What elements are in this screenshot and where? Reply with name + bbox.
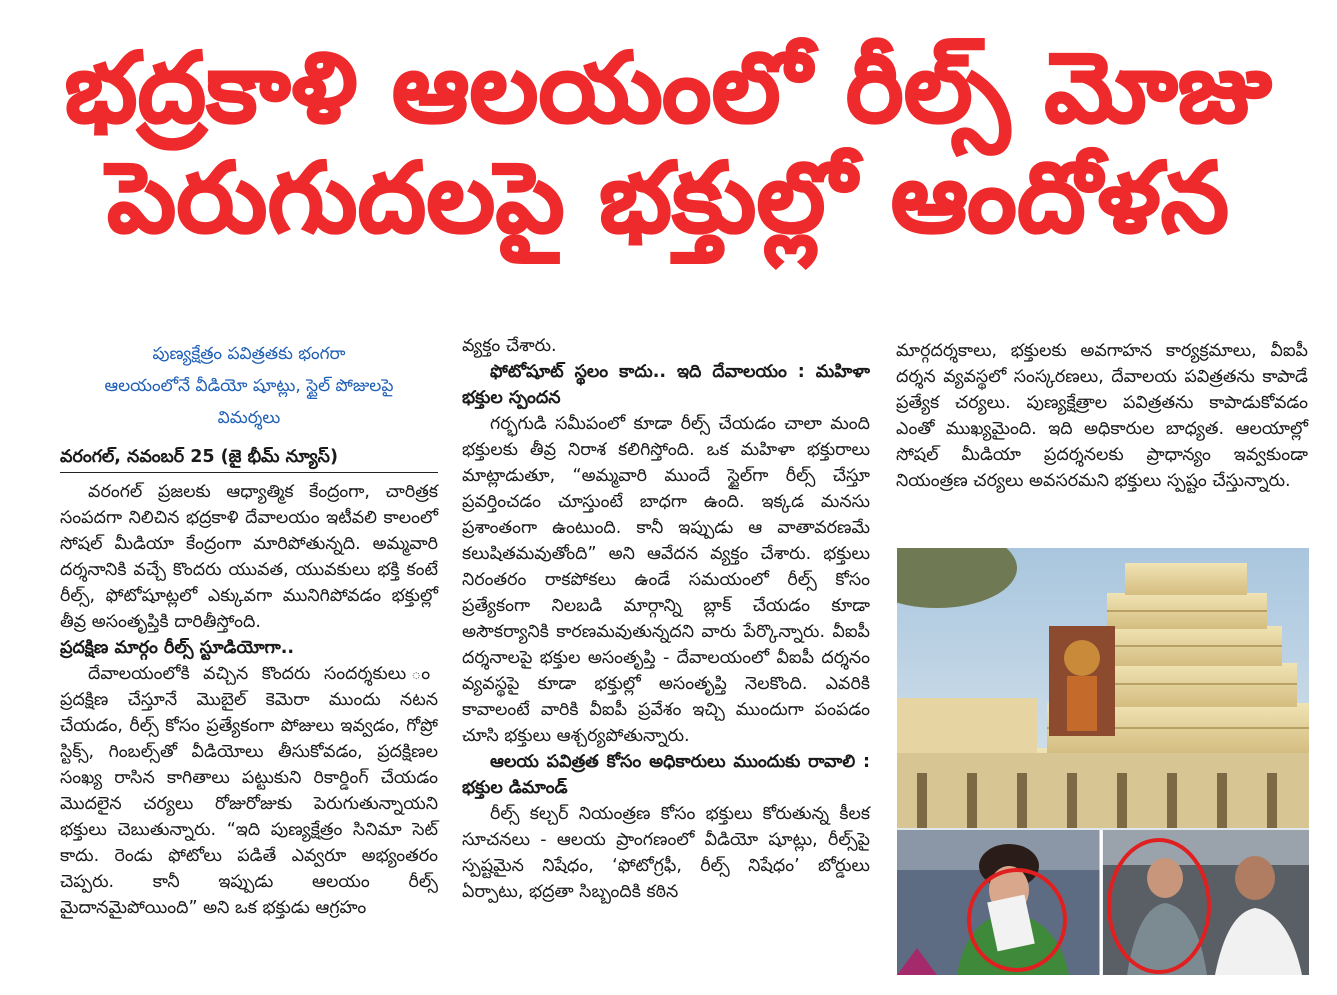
temple-photo-illustration [897,548,1309,975]
subheading-photoshoot: ఫోటోషూట్ స్థలం కాదు.. ఇది దేవాలయం : మహిళా భక్తుల స్పందన [462,362,870,408]
kicker [60,338,438,434]
paragraph-continued: వ్యక్తం చేశారు. [462,336,557,356]
headline-line-2: పెరుగుదలపై భక్తుల్లో ఆందోళన [107,142,1230,254]
kicker-line-1: పుణ్యక్షేత్రం పవిత్రతకు భంగరా [152,344,346,364]
kicker-line-2: ఆలయంలోనే వీడియో షూట్లు, స్టైల్ పోజులపై [104,376,394,396]
paragraph-intro: వరంగల్ ప్రజలకు ఆధ్యాత్మిక కేంద్రంగా, చారిత్రక సంపదగా నిలిచిన భద్రకాళి దేవాలయం ఇటీవలి కాలంలో సోషల్ మీడియా కేంద్రంగా మారిపోతున్నది. అమ్మవారి దర్శనానికి వచ్చే కొందరు యువత, యువకులు భక్తి కంటే రీల్స్, ఫోటోషూట్లలో ఎక్కువగా మునిగిపోవడం భక్తుల్లో తీవ్ర అసంతృప్తికి దారితీస్తోంది. [60,482,438,632]
temple-photo [897,548,1309,975]
column-1 [60,338,438,921]
paragraph-women-devotees: గర్భగుడి సమీపంలో కూడా రీల్స్ చేయడం చాలా మంది భక్తులకు తీవ్ర నిరాశ కలిగిస్తోంది. ఒక మహిళా భక్తురాలు మాట్లాడుతూ, “అమ్మవారి ముందే స్టైల్‌గా రీల్స్ చేస్తూ ప్రవర్తించడం చూస్తుంటే బాధగా ఉంది. ఇక్కడ మనసు ప్రశాంతంగా ఉంటుంది. కానీ ఇప్పుడు ఆ వాతావరణమే కలుషితమవుతోంది” అని ఆవేదన వ్యక్తం చేశారు. భక్తులు నిరంతరం రాకపోకలు ఉండే సమయంలో రీల్స్ కోసం ప్రత్యేకంగా నిలబడి మార్గాన్ని బ్లాక్ చేయడం కూడా అసౌకర్యానికి కారణమవుతున్నదని వారు పేర్కొన్నారు. వీఐపీ దర్శనాలపై భక్తుల అసంతృప్తి - దేవాలయంలో వీఐపీ దర్శనం వ్యవస్థపై కూడా భక్తుల్లో అసంతృప్తి నెలకొంది. ఎవరికి కావాలంటే వారికి వీఐపీ ప్రవేశం ఇచ్చి ముందుగా పంపడం చూసి భక్తులు ఆశ్చర్యపోతున్నారు. [462,414,870,746]
dateline: వరంగల్, నవంబర్ 25 (జై భీమ్ న్యూస్) [60,444,438,473]
column-3 [896,338,1308,494]
kicker-line-3: విమర్శలు [217,408,281,428]
subheading-pradakshina: ప్రదక్షిణ మార్గం రీల్స్ స్టూడియోగా.. [60,638,295,658]
column-2 [462,333,870,905]
headline-line-1: భద్రకాళి ఆలయంలో రీల్స్ మోజు [64,32,1273,144]
subheading-demand: ఆలయ పవిత్రత కోసం అధికారులు ముందుకు రావాలి : భక్తుల డిమాండ్ [462,752,870,798]
paragraph-pradakshina: దేవాలయంలోకి వచ్చిన కొందరు సందర్శకులు ం ప్రదక్షిణ చేస్తూనే మొబైల్ కెమెరా ముందు నటన చేయడం, రీల్స్ కోసం ప్రత్యేకంగా పోజులు ఇవ్వడం, గోప్రో స్టిక్స్, గింబల్స్‌తో వీడియోలు తీసుకోవడం, ప్రదక్షిణల సంఖ్య రాసిన కాగితాలు పట్టుకుని రికార్డింగ్ చేయడం మొదలైన చర్యలు రోజురోజుకు పెరుగుతున్నాయని భక్తులు చెబుతున్నారు. “ఇది పుణ్యక్షేత్రం సినిమా సెట్ కాదు. రెండు ఫోటోలు పడితే ఎవ్వరూ అభ్యంతరం చెప్పరు. కానీ ఇప్పుడు ఆలయం రీల్స్ మైదానమైపోయింది” అని ఒక భక్తుడు ఆగ్రహం [60,664,438,918]
paragraph-suggestions: రీల్స్ కల్చర్ నియంత్రణ కోసం భక్తులు కోరుతున్న కీలక సూచనలు - ఆలయ ప్రాంగణంలో వీడియో షూట్లు, రీల్స్‌పై స్పష్టమైన నిషేధం, ‘ఫోటోగ్రఫీ, రీల్స్ నిషేధం’ బోర్డులు ఏర్పాటు, భద్రతా సిబ్బందికి కఠిన [462,804,870,902]
paragraph-conclusion: మార్గదర్శకాలు, భక్తులకు అవగాహన కార్యక్రమాలు, వీఐపీ దర్శన వ్యవస్థలో సంస్కరణలు, దేవాలయ పవిత్రతను కాపాడే ప్రత్యేక చర్యలు. పుణ్యక్షేత్రాల పవిత్రతను కాపాడుకోవడం ఎంతో ముఖ్యమైంది. ఇది అధికారుల బాధ్యత. ఆలయాల్లో సోషల్ మీడియా ప్రదర్శనలకు ప్రాధాన్యం ఇవ్వకుండా నియంత్రణ చర్యలు అవసరమని భక్తులు స్పష్టం చేస్తున్నారు. [896,341,1308,491]
